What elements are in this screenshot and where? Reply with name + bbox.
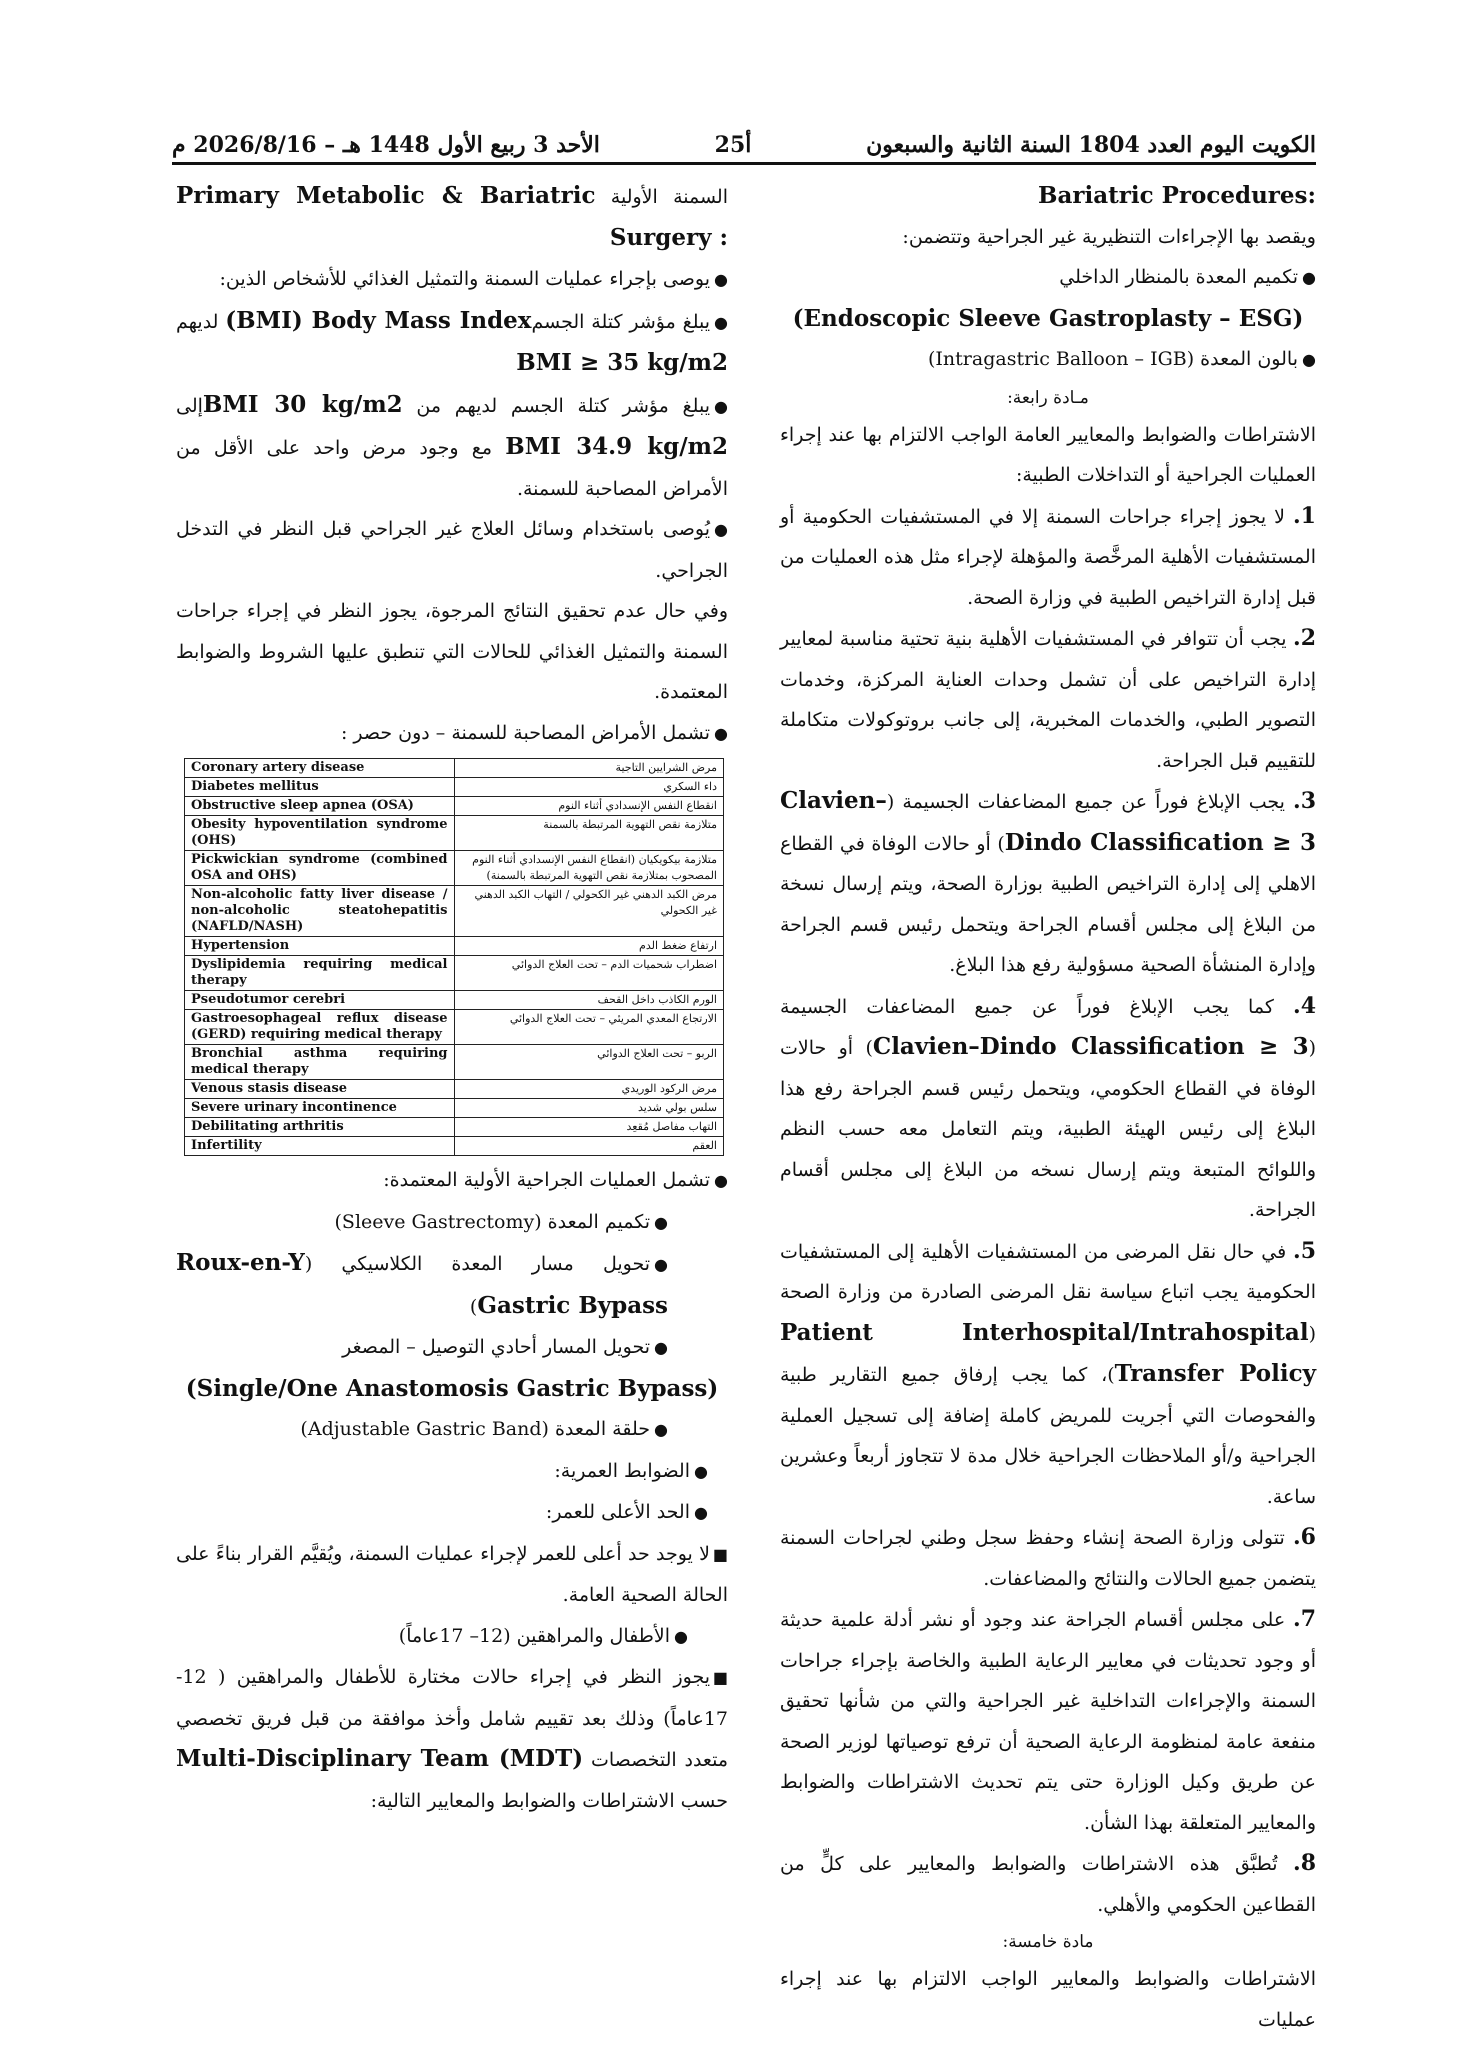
roux-text-b: ) [469, 1295, 478, 1318]
clause-7: 7. على مجلس أقسام الجراحة عند وجود أو نشر أدلة علمية حديثة أو وجود تحديثات في معايير الرعاية الطبية والخاصة بإجراء جراحات السمنة والإجراءات التداخلية غير الجراحية والتي من شأنها تحقيق منفعة عامة لمنظومة الرعاية الصحية أن ترفع توصياتها لوزير الصحة عن طريق وكيل الوزارة حتى يتم تحديث الاشتراطات والضوابط والمعايير المتعلقة بهذا الشأن. [780, 1606, 1316, 1834]
bullet-bmi-35: ●يبلغ مؤشر كتلة الجسم(BMI) Body Mass Index لديهم BMI ≥ 35 kg/m2 [176, 306, 729, 376]
header-divider [172, 162, 1316, 165]
clause-3-text-a: يجب الإبلاغ فوراً عن جميع المضاعفات الجسيمة ( [886, 791, 1285, 813]
header-date: الأحد 3 ربيع الأول 1448 هـ – 2026/8/16 م [172, 132, 600, 158]
condition-ar: الورم الكاذب داخل القحف [454, 991, 724, 1010]
clause-2: 2. يجب أن تتوافر في المستشفيات الأهلية بنية تحتية مناسبة لمعايير إدارة التراخيص على أن تشمل وحدات العناية المركزة، وخدمات التصوير الطبي، والخدمات المخبرية، إلى جانب بروتوكولات متكاملة للتقييم قبل الجراحة. [780, 625, 1316, 772]
primary-surgery-title [176, 176, 728, 259]
roux-text-a: تحويل مسار المعدة الكلاسيكي ( [304, 1253, 650, 1275]
clause-1: 1. لا يجوز إجراء جراحات السمنة إلا في المستشفيات الحكومية أو المستشفيات الأهلية المرخَّصة والمؤهلة لإجراء مثل هذه العمليات من قبل إدارة التراخيص الطبية في وزارة الصحة. [780, 502, 1316, 609]
condition-ar: متلازمة نقص التهوية المرتبطة بالسمنة [454, 816, 724, 851]
bullet-recommend-text: يوصى بإجراء عمليات السمنة والتمثيل الغذائي للأشخاص الذين: [219, 268, 710, 290]
mdt-text-a: يجوز النظر في إجراء حالات مختارة للأطفال والمراهقين ( 12-17عاماً) وذلك بعد تقييم شامل وأخذ موافقة من قبل فريق تخصصي متعدد التخصصات [176, 1666, 728, 1771]
clause-8: 8. تُطبَّق هذه الاشتراطات والضوابط والمعايير على كلٍّ من القطاعين الحكومي والأهلي. [780, 1850, 1316, 1916]
header-page-number: أ25 [714, 132, 752, 158]
clause-3-en: Clavien–Dindo Classification ≥ 3 [780, 787, 1316, 856]
clause-3: 3. يجب الإبلاغ فوراً عن جميع المضاعفات الجسيمة (Clavien–Dindo Classification ≥ 3) أو حالات الوفاة في القطاع الاهلي إلى إدارة التراخيص الطبية بوزارة الصحة، ويتم إرسال نسخة من البلاغ إلى مجلس أقسام الجراحة ويتحمل رئيس قسم الجراحة وإدارة المنشأة الصحية مسؤولية رفع هذا البلاغ. [780, 787, 1316, 976]
article-5-heading: مادة خامسة: [1002, 1932, 1094, 1952]
bmi-30-text-b: إلى [176, 394, 203, 417]
table-row [185, 1137, 724, 1156]
clause-6: 6. تتولى وزارة الصحة إنشاء وحفظ سجل وطني لجراحات السمنة يتضمن جميع الحالات والنتائج والمضاعفات. [780, 1524, 1316, 1590]
clause-4-text-b: ) أو حالات الوفاة في القطاع الحكومي، ويتحمل رئيس قسم الجراحة رفع هذا البلاغ إلى رئيس الهيئة الطبية، ويتم التعامل معه حسب النظم واللوائح المتبعة ويتم إرسال نسخه من البلاغ إلى مجلس أقسام الجراحة. [780, 1037, 1316, 1221]
paragraph-results: وفي حال عدم تحقيق النتائج المرجوة، يجوز النظر في إجراء جراحات السمنة والتمثيل الغذائي للحالات التي تنطبق عليها الشروط والضوابط المعتمدة. [176, 600, 728, 703]
oagb-text: تحويل المسار أحادي التوصيل – المصغر [342, 1336, 650, 1358]
header-issue: الكويت اليوم العدد 1804 السنة الثانية والسبعون [866, 132, 1316, 158]
condition-ar: مرض الكبد الدهني غير الكحولي / التهاب الكبد الدهني غير الكحولي [454, 886, 724, 937]
table-row [185, 1118, 724, 1137]
age-rules-text: الضوابط العمرية: [554, 1459, 690, 1482]
bmi-30-text-c: مع وجود مرض واحد على الأقل من الأمراض المصاحبة للسمنة. [176, 437, 728, 500]
condition-en: Dyslipidemia requiring medical therapy [185, 956, 455, 991]
condition-ar: اضطراب شحميات الدم – تحت العلاج الدوائي [454, 956, 724, 991]
esg-item: ●تكميم المعدة بالمنظار الداخلي [1059, 266, 1316, 288]
igb-text: بالون المعدة (Intragastric Balloon – IGB) [928, 348, 1298, 370]
primary-title-en: Primary Metabolic & Bariatric Surgery : [176, 182, 728, 251]
upper-age-text: الحد الأعلى للعمر: [545, 1501, 690, 1523]
bullet-sleeve: ●تكميم المعدة (Sleeve Gastrectomy) [334, 1210, 668, 1233]
condition-en: Obesity hypoventilation syndrome (OHS) [185, 816, 455, 851]
right-column [780, 176, 1316, 2040]
clause-8-text: تُطبَّق هذه الاشتراطات والضوابط والمعايير على كلٍّ من القطاعين الحكومي والأهلي. [780, 1853, 1316, 1916]
bmi-35-value: BMI ≥ 35 kg/m2 [516, 349, 728, 376]
bullet-band: ●حلقة المعدة (Adjustable Gastric Band) [300, 1418, 668, 1440]
clause-1-text: لا يجوز إجراء جراحات السمنة إلا في المستشفيات الحكومية أو المستشفيات الأهلية المرخَّصة والمؤهلة لإجراء مثل هذه العمليات من قبل إدارة التراخيص الطبية في وزارة الصحة. [780, 505, 1316, 609]
table-row [185, 956, 724, 991]
condition-en: Severe urinary incontinence [185, 1099, 455, 1118]
table-row [185, 991, 724, 1010]
clause-5-en: Patient Interhospital/Intrahospital Transfer Policy [780, 1318, 1316, 1387]
table-row [185, 886, 724, 937]
condition-en: Gastroesophageal reflux disease (GERD) requiring medical therapy [185, 1010, 455, 1045]
bullet-nonsurgical-text: يُوصى باستخدام وسائل العلاج غير الجراحي قبل النظر في التدخل الجراحي. [176, 518, 728, 582]
page-header [172, 118, 1316, 158]
article-5-intro: الاشتراطات والضوابط والمعايير الواجب الالتزام بها عند إجراء عمليات [780, 1968, 1316, 2031]
left-column [176, 176, 728, 1821]
roux-en: Roux-en-Y Gastric Bypass [176, 1249, 668, 1319]
condition-en: Obstructive sleep apnea (OSA) [185, 797, 455, 816]
bmi-30-text-a: يبلغ مؤشر كتلة الجسم لديهم من [416, 394, 710, 417]
bullet-upper-age: ●الحد الأعلى للعمر: [545, 1501, 708, 1523]
table-row [185, 778, 724, 797]
bullet-mdt: ■يجوز النظر في إجراء حالات مختارة للأطفال والمراهقين ( 12-17عاماً) وذلك بعد تقييم شامل وأخذ موافقة من قبل فريق تخصصي متعدد التخصصات Multi-Disciplinary Team (MDT) حسب الاشتراطات والضوابط والمعايير التالية: [176, 1666, 728, 1812]
condition-en: Debilitating arthritis [185, 1118, 455, 1137]
igb-item: ●بالون المعدة (Intragastric Balloon – IGB) [928, 348, 1316, 370]
condition-ar: مرض الشرايين التاجية [454, 759, 724, 778]
clause-5-text-b: )، كما يجب إرفاق جميع التقارير طبية والفحوصات التي أجريت للمريض كاملة إضافة إلى تسجيل العملية الجراحية و/أو الملاحظات الجراحية خلال مدة لا تتجاوز أربعاً وعشرين ساعة. [780, 1364, 1316, 1508]
bullet-comorbidities: ●تشمل الأمراض المصاحبة للسمنة – دون حصر : [340, 721, 728, 744]
table-row [185, 937, 724, 956]
bmi-35-text-a: يبلغ مؤشر كتلة الجسم [531, 310, 711, 333]
condition-en: Diabetes mellitus [185, 778, 455, 797]
clause-3-text-b: ) أو حالات الوفاة في القطاع الاهلي إلى إدارة التراخيص الطبية بوزارة الصحة، ويتم إرسال نسخة من البلاغ إلى مجلس أقسام الجراحة ويتحمل رئيس قسم الجراحة وإدارة المنشأة الصحية مسؤولية رفع هذا البلاغ. [780, 832, 1316, 976]
condition-en: Coronary artery disease [185, 759, 455, 778]
bmi-35-text-b: لديهم [176, 310, 219, 333]
bullet-oagb: ●تحويل المسار أحادي التوصيل – المصغر [342, 1336, 668, 1358]
condition-en: Infertility [185, 1137, 455, 1156]
clause-6-text: تتولى وزارة الصحة إنشاء وحفظ سجل وطني لجراحات السمنة يتضمن جميع الحالات والنتائج والمضاعفات. [780, 1527, 1316, 1590]
table-row [185, 1010, 724, 1045]
condition-ar: انقطاع النفس الإنسدادي أثناء النوم [454, 797, 724, 816]
article-4-intro: الاشتراطات والضوابط والمعايير العامة الواجب الالتزام بها عند إجراء العمليات الجراحية أو التداخلات الطبية: [780, 423, 1316, 486]
condition-ar: العقم [454, 1137, 724, 1156]
esg-en: (Endoscopic Sleeve Gastroplasty – ESG) [792, 304, 1304, 332]
condition-ar: مرض الركود الوريدي [454, 1080, 724, 1099]
clause-4-text-a: كما يجب الإبلاغ فوراً عن جميع المضاعفات الجسيمة ( [780, 995, 1316, 1059]
condition-en: Hypertension [185, 937, 455, 956]
condition-en: Venous stasis disease [185, 1080, 455, 1099]
article-4-heading: مـادة رابعة: [1007, 387, 1089, 408]
clause-4: 4. كما يجب الإبلاغ فوراً عن جميع المضاعفات الجسيمة (Clavien–Dindo Classification ≥ 3) أو حالات الوفاة في القطاع الحكومي، ويتحمل رئيس قسم الجراحة رفع هذا البلاغ إلى رئيس الهيئة الطبية، ويتم التعامل معه حسب النظم واللوائح المتبعة ويتم إرسال نسخه من البلاغ إلى مجلس أقسام الجراحة. [780, 992, 1316, 1221]
condition-ar: داء السكري [454, 778, 724, 797]
bullet-nonsurgical: ●يُوصى باستخدام وسائل العلاج غير الجراحي قبل النظر في التدخل الجراحي. [176, 518, 728, 582]
condition-ar: سلس بولي شديد [454, 1099, 724, 1118]
table-row [185, 1080, 724, 1099]
condition-ar: التهاب مفاصل مُقعِد [454, 1118, 724, 1137]
condition-en: Pseudotumor cerebri [185, 991, 455, 1010]
condition-ar: ارتفاع ضغط الدم [454, 937, 724, 956]
condition-ar: الربو – تحت العلاج الدوائي [454, 1045, 724, 1080]
bmi-35-en: (BMI) Body Mass Index [225, 306, 532, 334]
mdt-en: Multi-Disciplinary Team (MDT) [176, 1745, 584, 1772]
esg-ar: تكميم المعدة بالمنظار الداخلي [1059, 266, 1298, 288]
clause-5: 5. في حال نقل المرضى من المستشفيات الأهلية إلى المستشفيات الحكومية يجب اتباع سياسة نقل المرضى الصادرة من وزارة الصحة (Patient Interhospital/Intrahospital Transfer Policy)، كما يجب إرفاق جميع التقارير طبية والفحوصات التي أجريت للمريض كاملة إضافة إلى تسجيل العملية الجراحية و/أو الملاحظات الجراحية خلال مدة لا تتجاوز أربعاً وعشرين ساعة. [780, 1237, 1316, 1508]
children-text: الأطفال والمراهقين (12– 17عاماً) [398, 1624, 670, 1647]
table-row [185, 759, 724, 778]
mdt-text-b: حسب الاشتراطات والضوابط والمعايير التالية: [370, 1789, 728, 1812]
bmi-30-value: BMI 30 kg/m2 [202, 390, 403, 418]
table-row [185, 1045, 724, 1080]
bullet-approved-ops: ●تشمل العمليات الجراحية الأولية المعتمدة: [383, 1169, 728, 1191]
comorbidities-table [184, 758, 724, 1156]
condition-en: Bronchial asthma requiring medical therapy [185, 1045, 455, 1080]
clause-7-text: على مجلس أقسام الجراحة عند وجود أو نشر أدلة علمية حديثة أو وجود تحديثات في معايير الرعاية الطبية والخاصة بإجراء جراحات السمنة والإجراءات التداخلية غير الجراحية والتي من شأنها تحقيق منفعة عامة لمنظومة الرعاية الصحية أن ترفع توصياتها لوزير الصحة عن طريق وكيل الوزارة حتى يتم تحديث الاشتراطات والضوابط والمعايير المتعلقة بهذا الشأن. [780, 1609, 1316, 1834]
bullet-bmi-30: ●يبلغ مؤشر كتلة الجسم لديهم من BMI 30 kg/m2إلى BMI 34.9 kg/m2 مع وجود مرض واحد على الأقل من الأمراض المصاحبة للسمنة. [176, 390, 728, 500]
bullet-children: ●الأطفال والمراهقين (12– 17عاماً) [398, 1624, 688, 1647]
bariatric-title: Bariatric Procedures: [1038, 182, 1316, 209]
condition-en: Pickwickian syndrome (combined OSA and OHS) [185, 851, 455, 886]
bmi-34-value: BMI 34.9 kg/m2 [505, 433, 728, 460]
condition-en: Non-alcoholic fatty liver disease / non-alcoholic steatohepatitis (NAFLD/NASH) [185, 886, 455, 937]
clause-4-en: Clavien–Dindo Classification ≥ 3 [872, 1033, 1309, 1060]
table-row [185, 797, 724, 816]
clause-2-text: يجب أن تتوافر في المستشفيات الأهلية بنية تحتية مناسبة لمعايير إدارة التراخيص على أن تشمل وحدات العناية المركزة، وخدمات التصوير الطبي، والخدمات المخبرية، إلى جانب بروتوكولات متكاملة للتقييم قبل الجراحة. [780, 628, 1316, 772]
bullet-age-rules: ●الضوابط العمرية: [554, 1459, 708, 1482]
condition-ar: متلازمة بيكويكيان (انقطاع النفس الإنسدادي أثناء النوم المصحوب بمتلازمة نقص التهوية المرتبطة بالسمنة) [454, 851, 724, 886]
table-row [185, 816, 724, 851]
sleeve-text: تكميم المعدة (Sleeve Gastrectomy) [334, 1210, 650, 1233]
bullet-roux: ●تحويل مسار المعدة الكلاسيكي (Roux-en-Y Gastric Bypass) [176, 1249, 668, 1319]
bullet-comorbidities-text: تشمل الأمراض المصاحبة للسمنة – دون حصر : [340, 721, 710, 744]
bullet-no-limit: ■لا يوجد حد أعلى للعمر لإجراء عمليات السمنة، ويُقيَّم القرار بناءً على الحالة الصحية العامة. [176, 1542, 728, 1606]
clause-5-text-a: في حال نقل المرضى من المستشفيات الأهلية إلى المستشفيات الحكومية يجب اتباع سياسة نقل المرضى الصادرة من وزارة الصحة ( [780, 1240, 1316, 1345]
no-limit-text: لا يوجد حد أعلى للعمر لإجراء عمليات السمنة، ويُقيَّم القرار بناءً على الحالة الصحية العامة. [176, 1542, 728, 1606]
approved-ops-text: تشمل العمليات الجراحية الأولية المعتمدة: [383, 1169, 710, 1191]
oagb-en: (Single/One Anastomosis Gastric Bypass) [185, 1374, 719, 1402]
primary-title-ar: السمنة الأولية [610, 186, 729, 208]
bullet-recommend: ●يوصى بإجراء عمليات السمنة والتمثيل الغذائي للأشخاص الذين: [219, 268, 728, 290]
bariatric-intro: ويقصد بها الإجراءات التنظيرية غير الجراحية وتتضمن: [902, 225, 1316, 248]
table-row [185, 1099, 724, 1118]
band-text: حلقة المعدة (Adjustable Gastric Band) [300, 1418, 650, 1440]
condition-ar: الارتجاع المعدي المريئي – تحت العلاج الدوائي [454, 1010, 724, 1045]
table-row [185, 851, 724, 886]
